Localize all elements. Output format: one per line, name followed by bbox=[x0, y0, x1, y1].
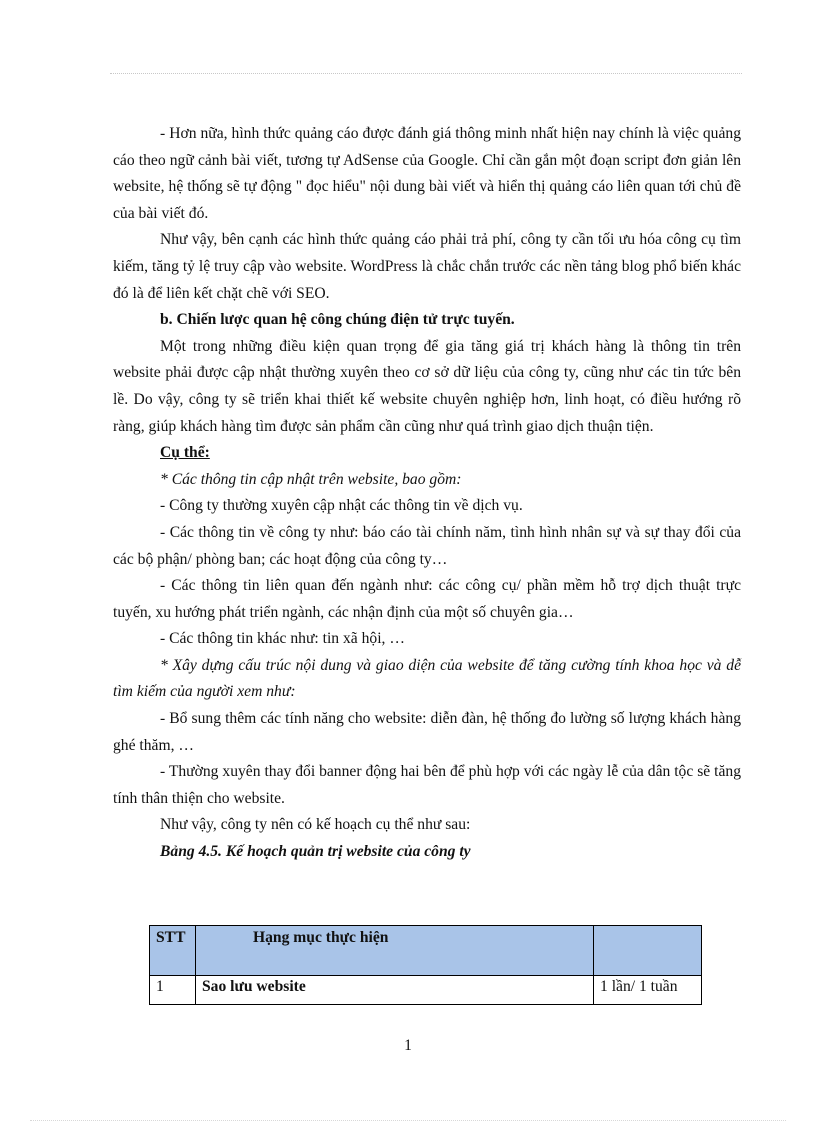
page-number: 1 bbox=[404, 1037, 412, 1054]
plan-table bbox=[149, 925, 702, 1005]
list-item-other: - Các thông tin khác như: tin xã hội, … bbox=[160, 630, 405, 648]
paragraph-seo-text: Như vậy, bên cạnh các hình thức quảng cáo phải trả phí, công ty cần tối ưu hóa công cụ tìm kiếm, tăng tỷ lệ truy cập vào website. WordPress là chắc chắn trước các nền tảng blog phổ biến khác đó là để liên kết chặt chẽ với SEO. bbox=[113, 231, 741, 302]
table-row bbox=[150, 976, 702, 1005]
list-item-company: - Các thông tin về công ty như: báo cáo tài chính năm, tình hình nhân sự và sự thay đổi của các bộ phận/ phòng ban; các hoạt động của công ty… bbox=[113, 523, 741, 568]
subheading-cu-the: Cụ thể: bbox=[160, 444, 210, 462]
paragraph-plan-intro: Như vậy, công ty nên có kế hoạch cụ thể như sau: bbox=[160, 816, 471, 834]
cell-frequency: 1 lần/ 1 tuần bbox=[594, 976, 702, 1005]
paragraph-seo bbox=[113, 227, 741, 307]
cell-task: Sao lưu website bbox=[196, 976, 594, 1005]
cell-stt: 1 bbox=[150, 976, 196, 1005]
table-header-row bbox=[150, 926, 702, 976]
document-body bbox=[113, 121, 741, 866]
list-item-features: - Bổ sung thêm các tính năng cho website: diễn đàn, hệ thống đo lường số lượng khách hàng ghé thăm, … bbox=[113, 710, 741, 754]
header-rule bbox=[110, 73, 742, 74]
section-heading-pr: b. Chiến lược quan hệ công chúng điện tử trực tuyến. bbox=[160, 311, 515, 329]
subheading-updates: * Các thông tin cập nhật trên website, bao gồm: bbox=[160, 470, 462, 488]
paragraph-adsense: - Hơn nữa, hình thức quảng cáo được đánh giá thông minh nhất hiện nay chính là việc quảng cáo theo ngữ cảnh bài viết, tương tự AdSense của Google. Chỉ cần gắn một đoạn script đơn giản lên website, hệ thống sẽ tự động " đọc hiểu" nội dung bài viết và hiển thị quảng cáo liên quan tới chủ đề của bài viết đó. bbox=[113, 125, 741, 222]
header-frequency bbox=[594, 926, 702, 976]
header-task: Hạng mục thực hiện bbox=[196, 926, 594, 976]
subheading-structure: * Xây dựng cấu trúc nội dung và giao diện của website để tăng cường tính khoa học và dễ tìm kiếm của người xem như: bbox=[113, 656, 741, 701]
list-item-banner: - Thường xuyên thay đổi banner động hai bên để phù hợp với các ngày lễ của dân tộc sẽ tăng tính thân thiện cho website. bbox=[113, 763, 741, 807]
paragraph-website-info: Một trong những điều kiện quan trọng để gia tăng giá trị khách hàng là thông tin trên website phải được cập nhật thường xuyên theo cơ sở dữ liệu của công ty, cũng như các tin tức bên lề. Do vậy, công ty sẽ triển khai thiết kế website chuyên nghiệp hơn, linh hoạt, có điều hướng rõ ràng, giúp khách hàng tìm được sản phẩm cần cũng như quá trình giao dịch thuận tiện. bbox=[113, 337, 741, 435]
list-item-industry: - Các thông tin liên quan đến ngành như: các công cụ/ phần mềm hỗ trợ dịch thuật trực tuyến, xu hướng phát triển ngành, các nhận định của một số chuyên gia… bbox=[113, 577, 741, 621]
footer-rule bbox=[30, 1120, 786, 1121]
list-item-services: - Công ty thường xuyên cập nhật các thông tin về dịch vụ. bbox=[160, 497, 523, 515]
table-caption: Bảng 4.5. Kế hoạch quản trị website của công ty bbox=[160, 843, 471, 861]
header-stt: STT bbox=[150, 926, 196, 976]
